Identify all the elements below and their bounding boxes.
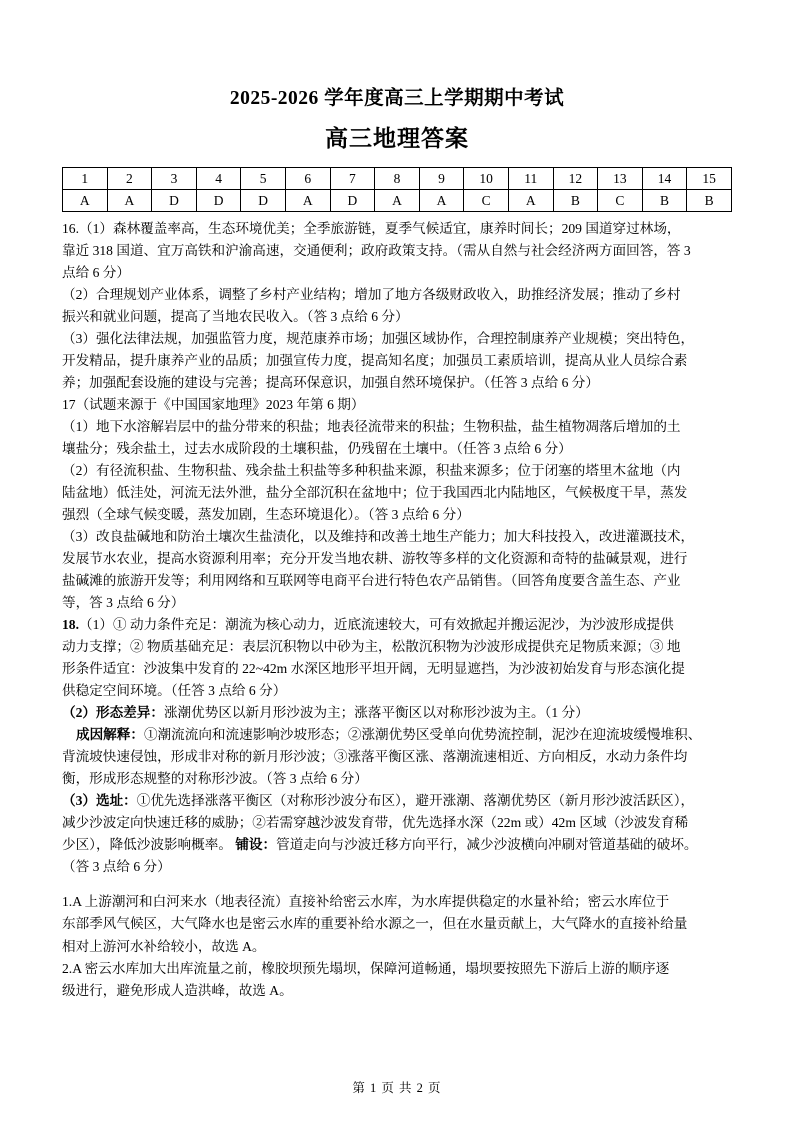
answer-number-cell: 7: [330, 168, 375, 190]
answer-line: 点给 6 分）: [62, 265, 130, 281]
answer-letter-cell: D: [196, 190, 241, 212]
table-row-numbers: [63, 168, 732, 190]
answer-letter-cell: A: [107, 190, 152, 212]
page-subtitle: 高三地理答案: [325, 126, 469, 151]
answer-number-cell: 13: [598, 168, 643, 190]
answer-line: 动力支撑；② 物质基础充足：表层沉积物以中砂为主，松散沉积物为沙波形成提供充足物质来源；③ 地: [62, 639, 681, 655]
answer-number-cell: 14: [642, 168, 687, 190]
emphasis-label: 铺设：: [235, 837, 277, 853]
answer-line: （答 3 点给 6 分）: [62, 859, 171, 875]
answer-number-cell: 4: [196, 168, 241, 190]
answer-line: （2）合理规划产业体系，调整了乡村产业结构；增加了地方各级财政收入，助推经济发展；推动了乡村: [62, 287, 681, 303]
answer-line: 东部季风气候区，大气降水也是密云水库的重要补给水源之一，但在水量贡献上，大气降水的直接补给量: [62, 916, 688, 932]
answer-line: 发展节水农业，提高水资源利用率；充分开发当地农耕、游牧等多样的文化资源和奇特的盐碱景观，进行: [62, 551, 688, 567]
answer-line: 等，答 3 点给 6 分）: [62, 595, 185, 611]
answer-line: 供稳定空间环境。（任答 3 点给 6 分）: [62, 683, 287, 699]
answer-line: 壤盐分；残余盐土，过去水成阶段的土壤积盐，仍残留在土壤中。（任答 3 点给 6 分）: [62, 441, 572, 457]
answer-line: 1.A 上游潮河和白河来水（地表径流）直接补给密云水库，为水库提供稳定的水量补给；密云水库位于: [62, 894, 670, 910]
answer-line: （3）强化法律法规，加强监管力度，规范康养市场；加强区域协作，合理控制康养产业规模；突出特色，: [62, 331, 695, 347]
answer-number-cell: 15: [687, 168, 732, 190]
answer-number-cell: 11: [508, 168, 553, 190]
answer-number-cell: 8: [375, 168, 420, 190]
page-title: 2025-2026 学年度高三上学期期中考试: [229, 88, 565, 109]
answer-letter-cell: A: [285, 190, 330, 212]
answer-line: （1）地下水溶解岩层中的盐分带来的积盐；地表径流带来的积盐；生物积盐，盐生植物凋落后增加的土: [62, 419, 681, 435]
emphasis-label: （2）形态差异：: [62, 705, 164, 721]
answer-number-cell: 12: [553, 168, 598, 190]
answer-line: 级进行，避免形成人造洪峰，故选 A。: [62, 982, 293, 998]
answer-letter-cell: A: [375, 190, 420, 212]
answer-line: 16.（1）森林覆盖率高，生态环境优美；全季旅游链，夏季气候适宜，康养时间长；209 国道穿过林场，: [62, 221, 681, 236]
answer-line: 强烈（全球气候变暖，蒸发加剧，生态环境退化）。（答 3 点给 6 分）: [62, 507, 470, 523]
answer-letter-cell: B: [687, 190, 732, 212]
table-row-answers: [63, 190, 732, 212]
page-footer: 第 1 页 共 2 页: [352, 1081, 442, 1095]
answer-letter-cell: D: [330, 190, 375, 212]
answer-letter-cell: D: [241, 190, 286, 212]
answer-line: 减少沙波定向快速迁移的威胁；②若需穿越沙波发育带，优先选择水深（22m 或）42m 区域（沙波发育稀: [62, 815, 689, 831]
answer-letter-cell: B: [642, 190, 687, 212]
answer-line: 成因解释：①潮流流向和流速影响沙坡形态；②涨潮优势区受单向优势流控制，泥沙在迎流坡缓慢堆积、: [76, 727, 702, 743]
answer-line: 相对上游河水补给较小，故选 A。: [62, 938, 266, 954]
answer-number-cell: 3: [152, 168, 197, 190]
answer-line: （2）形态差异：涨潮优势区以新月形沙波为主；涨落平衡区以对称形沙波为主。（1 分）: [62, 705, 589, 721]
answer-section-q16: [62, 218, 732, 394]
answer-letter-cell: C: [464, 190, 509, 212]
answer-line: 2.A 密云水库加大出库流量之前，橡胶坝预先塌坝，保障河道畅通，塌坝要按照先下游后上游的顺序逐: [62, 960, 670, 976]
answer-line: （3）改良盐碱地和防治土壤次生盐渍化，以及维持和改善土地生产能力；加大科技投入，改进灌溉技术，: [62, 529, 695, 545]
answer-letter-cell: C: [598, 190, 643, 212]
answer-letter-cell: A: [508, 190, 553, 212]
answer-section-q18: [62, 614, 732, 878]
question-number: 18.: [62, 617, 79, 633]
answer-line: 背流坡快速侵蚀，形成非对称的新月形沙波；③涨落平衡区涨、落潮流速相近、方向相反，水动力条件均: [62, 749, 688, 765]
answer-line: 少区），降低沙波影响概率。 铺设：管道走向与沙波迁移方向平行，减少沙波横向冲刷对管道基础的破坏。: [62, 837, 698, 853]
answer-letter-cell: A: [419, 190, 464, 212]
answer-section-explanations: [62, 891, 732, 1001]
answer-line: 振兴和就业问题，提高了当地农民收入。（答 3 点给 6 分）: [62, 309, 409, 325]
emphasis-label: （3）选址：: [62, 793, 137, 809]
answer-line: 形条件适宜：沙波集中发育的 22~42m 水深区地形平坦开阔，无明显遮挡，为沙波初始发育与形态演化提: [62, 661, 685, 677]
answer-line: 陆盆地）低洼处，河流无法外泄，盐分全部沉积在盆地中；位于我国西北内陆地区，气候极度干旱，蒸发: [62, 485, 688, 501]
answer-letter-cell: A: [63, 190, 108, 212]
answer-body: [62, 218, 732, 1002]
answer-line: 靠近 318 国道、宜万高铁和沪渝高速，交通便利；政府政策支持。（需从自然与社会经济两方面回答，答 3: [62, 243, 691, 259]
answer-number-cell: 2: [107, 168, 152, 190]
answer-line: 盐碱滩的旅游开发等；利用网络和互联网等电商平台进行特色农产品销售。（回答角度要含盖生态、产业: [62, 573, 681, 589]
answer-line: 衡，形成形态规整的对称形沙波。（答 3 点给 6 分）: [62, 771, 368, 787]
emphasis-label: 成因解释：: [76, 727, 144, 743]
section-spacer: [62, 878, 732, 891]
answer-key-table: [62, 167, 732, 212]
answer-number-cell: 10: [464, 168, 509, 190]
answer-line: （2）有径流积盐、生物积盐、残余盐土积盐等多种积盐来源，积盐来源多；位于闭塞的塔里木盆地（内: [62, 463, 681, 479]
answer-number-cell: 5: [241, 168, 286, 190]
answer-section-q17: [62, 394, 732, 614]
answer-line: 18.（1）① 动力条件充足：潮流为核心动力，近底流速较大，可有效掀起并搬运泥沙，为沙波形成提供: [62, 617, 674, 633]
answer-line: 开发精品，提升康养产业的品质；加强宣传力度，提高知名度；加强员工素质培训，提高从业人员综合素: [62, 353, 688, 369]
answer-line: 养；加强配套设施的建设与完善；提高环保意识，加强自然环境保护。（任答 3 点给 6 分）: [62, 375, 599, 391]
answer-letter-cell: D: [152, 190, 197, 212]
answer-number-cell: 1: [63, 168, 108, 190]
answer-line: （3）选址：①优先选择涨落平衡区（对称形沙波分布区），避开涨潮、落潮优势区（新月形沙波活跃区），: [62, 793, 695, 809]
answer-letter-cell: B: [553, 190, 598, 212]
answer-number-cell: 9: [419, 168, 464, 190]
answer-number-cell: 6: [285, 168, 330, 190]
answer-line: 17（试题来源于《中国国家地理》2023 年第 6 期）: [62, 397, 365, 413]
